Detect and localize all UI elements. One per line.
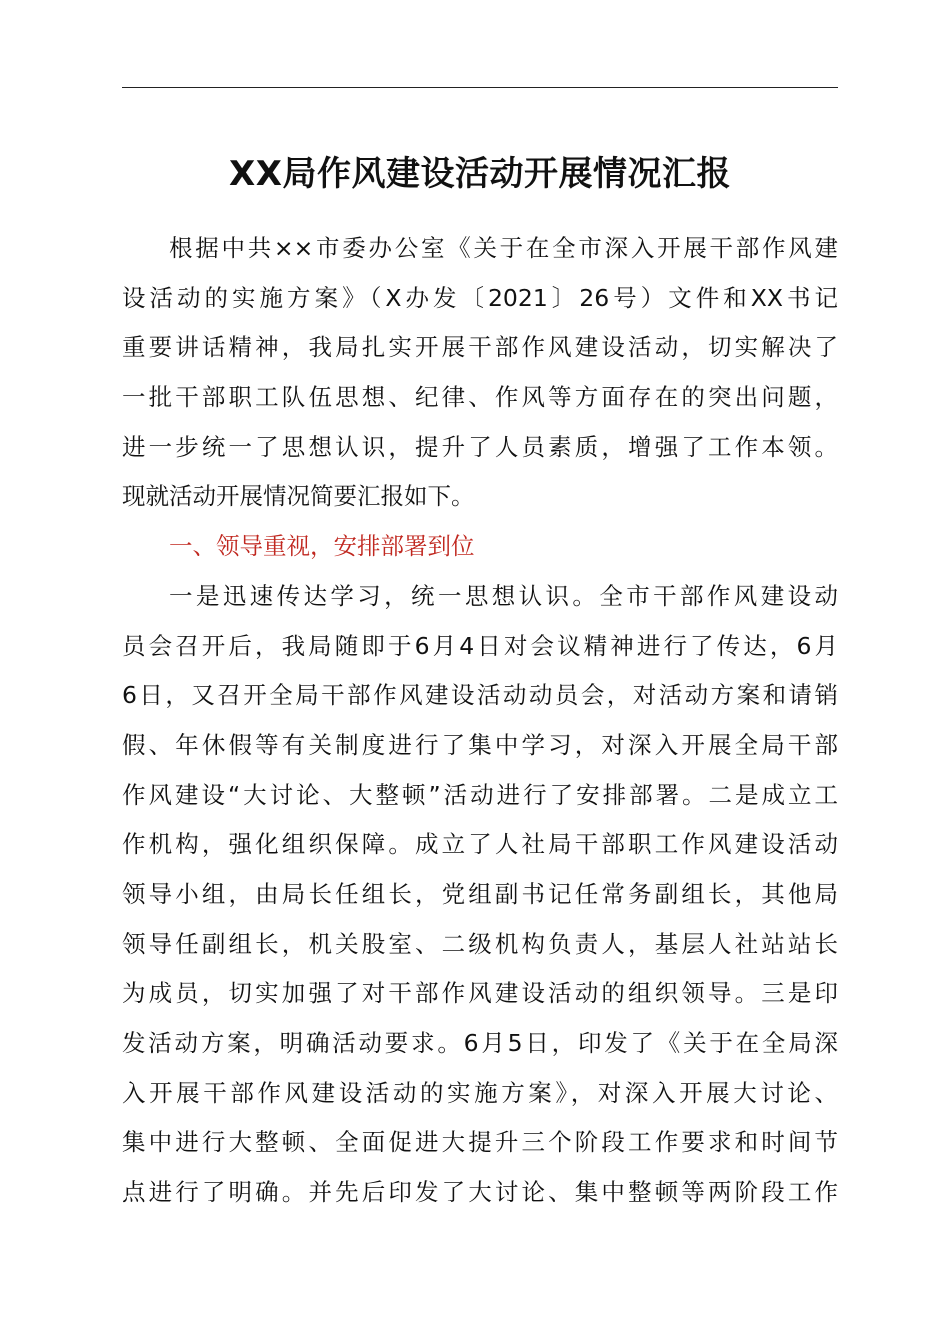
paragraph-line: 根据中共××市委办公室《关于在全市深入开展干部作风建 [169, 234, 838, 262]
document-body [122, 224, 838, 1218]
paragraph-line: 为成员，切实加强了对干部作风建设活动的组织领导。三是印 [122, 979, 838, 1008]
paragraph-line: 6日，又召开全局干部作风建设活动动员会，对活动方案和请销 [122, 681, 838, 710]
paragraph-line: 领导小组，由局长任组长，党组副书记任常务副组长，其他局 [122, 879, 838, 908]
paragraph-line: 作风建设“大讨论、大整顿”活动进行了安排部署。二是成立工 [122, 780, 838, 809]
paragraph-line: 点进行了明确。并先后印发了大讨论、集中整顿等两阶段工作 [122, 1178, 838, 1207]
paragraph-line: 进一步统一了思想认识，提升了人员素质，增强了工作本领。 [122, 432, 838, 461]
paragraph-line: 员会召开后，我局随即于6月4日对会议精神进行了传达，6月 [122, 631, 838, 660]
header-rule [122, 87, 838, 88]
paragraph-line: 发活动方案，明确活动要求。6月5日，印发了《关于在全局深 [122, 1029, 838, 1057]
paragraph-line: 一是迅速传达学习，统一思想认识。全市干部作风建设动 [169, 581, 838, 610]
paragraph-line: 领导任副组长，机关股室、二级机构负责人，基层人社站站长 [122, 929, 838, 958]
paragraph-line: 作机构，强化组织保障。成立了人社局干部职工作风建设活动 [122, 830, 838, 859]
paragraph-line: 设活动的实施方案》（X办发〔2021〕26号）文件和XX书记 [122, 283, 838, 312]
document-title: XX局作风建设活动开展情况汇报 [229, 154, 731, 194]
paragraph-line: 假、年休假等有关制度进行了集中学习，对深入开展全局干部 [122, 730, 838, 759]
paragraph-line: 重要讲话精神，我局扎实开展干部作风建设活动，切实解决了 [122, 333, 838, 362]
section-heading: 一、领导重视，安排部署到位 [169, 532, 475, 561]
paragraph-line: 集中进行大整顿、全面促进大提升三个阶段工作要求和时间节 [122, 1128, 838, 1157]
paragraph-line: 入开展干部作风建设活动的实施方案》，对深入开展大讨论、 [122, 1078, 838, 1107]
paragraph-line: 一批干部职工队伍思想、纪律、作风等方面存在的突出问题， [122, 383, 838, 412]
paragraph-line: 现就活动开展情况简要汇报如下。 [122, 482, 475, 511]
